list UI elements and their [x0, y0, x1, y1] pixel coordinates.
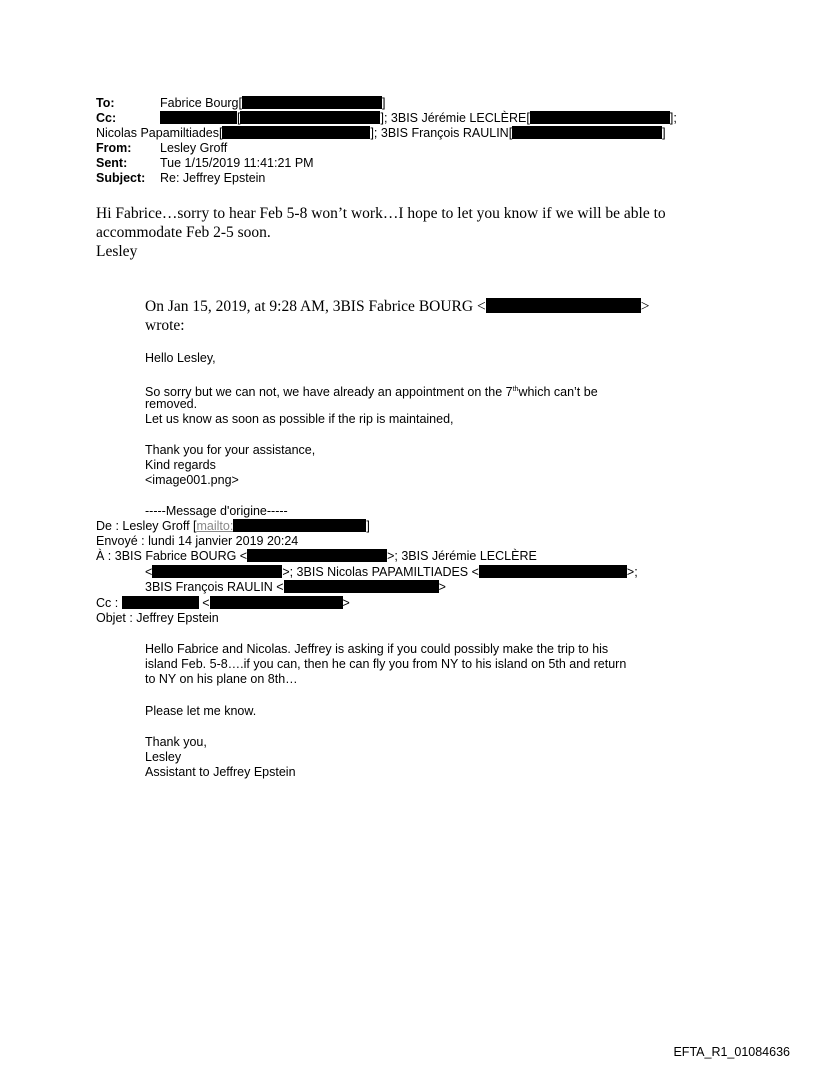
from-value: Lesley Groff	[160, 141, 228, 155]
redaction-block	[160, 111, 237, 124]
quoted-regards: Kind regards	[145, 458, 216, 472]
redaction-block	[222, 126, 370, 139]
sent-value: Tue 1/15/2019 11:41:21 PM	[160, 156, 314, 170]
subject-value: Re: Jeffrey Epstein	[160, 171, 266, 185]
to-row: To: Fabrice Bourg[ ]	[96, 96, 386, 110]
quoted-greeting: Hello Lesley,	[145, 351, 216, 365]
original-body-line-3: to NY on his plane on 8th…	[145, 672, 298, 686]
subject-row	[96, 171, 265, 186]
reply-line-2: accommodate Feb 2-5 soon.	[96, 224, 271, 241]
redaction-block	[240, 111, 380, 124]
redaction-block	[247, 549, 387, 562]
original-to-row: À : 3BIS Fabrice BOURG < >; 3BIS Jérémie LECLÈRE	[96, 549, 537, 563]
reply-signature: Lesley	[96, 243, 138, 260]
original-body-line-2: island Feb. 5-8….if you can, then he can fly you from NY to his island on 5th and return	[145, 657, 627, 671]
quoted-para-line-3: Let us know as soon as possible if the rip is maintained,	[145, 412, 454, 426]
original-from-row: De : Lesley Groff [mailto: ]	[96, 519, 370, 533]
original-signature-2: Lesley	[145, 750, 182, 764]
redaction-block	[512, 126, 662, 139]
document-id: EFTA_R1_01084636	[673, 1045, 790, 1059]
sent-row	[96, 156, 314, 171]
subject-label: Subject:	[96, 171, 146, 185]
quoted-para-line-1: So sorry but we can not, we have already an appointment on the 7thwhich can’t be	[145, 385, 598, 399]
to-name: Fabrice Bourg[	[160, 96, 242, 110]
redaction-block	[242, 96, 382, 109]
sent-label: Sent:	[96, 156, 128, 170]
redaction-block	[479, 565, 627, 578]
original-to-row-3: 3BIS François RAULIN < >	[145, 580, 446, 594]
original-signature-1: Thank you,	[145, 735, 207, 749]
original-body-line-1: Hello Fabrice and Nicolas. Jeffrey is asking if you could possibly make the trip to his	[145, 642, 609, 656]
to-label: To:	[96, 96, 115, 110]
original-subject-row: Objet : Jeffrey Epstein	[96, 611, 219, 625]
from-row	[96, 141, 227, 156]
origin-separator: -----Message d'origine-----	[145, 504, 288, 518]
quoted-intro: On Jan 15, 2019, at 9:28 AM, 3BIS Fabrice BOURG < >	[145, 298, 650, 315]
quoted-thanks: Thank you for your assistance,	[145, 443, 316, 457]
redaction-block	[233, 519, 366, 532]
from-label: From:	[96, 141, 132, 155]
cc-row: Cc: [ ]; 3BIS Jérémie LECLÈRE[ ];	[96, 111, 677, 125]
original-to-row-2: < >; 3BIS Nicolas PAPAMILTIADES < >;	[145, 565, 638, 579]
original-signature-3: Assistant to Jeffrey Epstein	[145, 765, 296, 779]
redaction-block	[122, 596, 199, 609]
redaction-block	[486, 298, 641, 313]
redaction-block	[152, 565, 282, 578]
redaction-block	[530, 111, 670, 124]
quoted-intro-wrote: wrote:	[145, 317, 185, 334]
original-sent-row: Envoyé : lundi 14 janvier 2019 20:24	[96, 534, 299, 548]
original-cc-row: Cc : < >	[96, 596, 350, 610]
quoted-para-line-2: removed.	[145, 397, 198, 411]
cc-label: Cc:	[96, 111, 117, 125]
reply-line-1: Hi Fabrice…sorry to hear Feb 5-8 won’t work…I hope to let you know if we will be able to	[96, 205, 666, 222]
original-body-line-4: Please let me know.	[145, 704, 257, 718]
redaction-block	[284, 580, 439, 593]
mailto-link[interactable]: mailto:	[196, 519, 234, 533]
redaction-block	[210, 596, 343, 609]
quoted-image-placeholder: <image001.png>	[145, 473, 239, 487]
cc-row-continued: Nicolas Papamiltiades[ ]; 3BIS François RAULIN[ ]	[96, 126, 666, 140]
